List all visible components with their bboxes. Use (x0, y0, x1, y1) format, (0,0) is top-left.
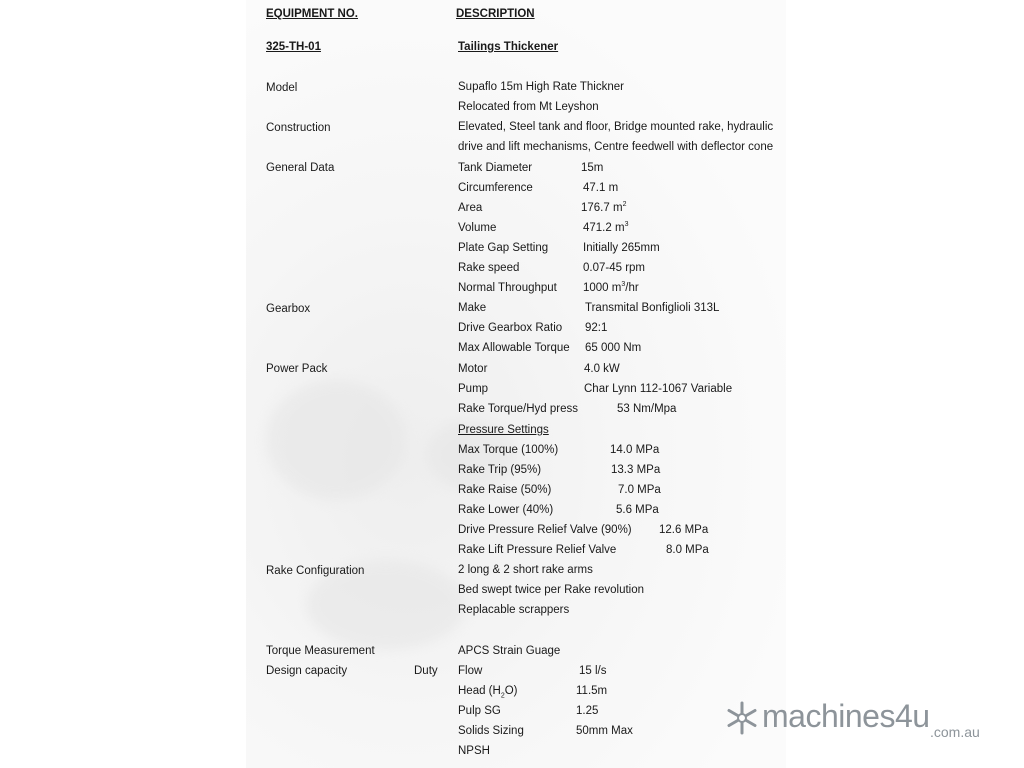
rake-lower-value: 5.6 MPa (616, 504, 659, 516)
logo-wordmark: machines4u (762, 698, 930, 734)
rake-trip-label: Rake Trip (95%) (458, 464, 542, 476)
gearbox-make-label: Make (458, 302, 487, 314)
section-general-data: General Data (266, 162, 335, 174)
rake-lower-label: Rake Lower (40%) (458, 504, 554, 516)
model-line-1: Supaflo 15m High Rate Thickner (458, 81, 624, 93)
circumference-value: 47.1 m (583, 182, 619, 194)
flow-value: 15 l/s (579, 665, 607, 677)
drive-relief-label: Drive Pressure Relief Valve (90%) (458, 524, 632, 536)
throughput-value: 1000 $m^3/hr$ (583, 281, 639, 294)
plate-gap-value: Initially 265mm (583, 242, 660, 254)
model-line-2: Relocated from Mt Leyshon (458, 101, 599, 113)
section-design-capacity: Design capacity (266, 665, 348, 677)
gearbox-ratio-value: 92:1 (585, 322, 608, 334)
pulp-sg-value: 1.25 (576, 705, 599, 717)
motor-value: 4.0 kW (584, 363, 620, 375)
rake-torque-value: 53 Nm/Mpa (617, 403, 677, 415)
construction-line-1: Elevated, Steel tank and floor, Bridge mounted rake, hydraulic (458, 121, 774, 133)
section-power-pack: Power Pack (266, 363, 328, 375)
npsh-label: NPSH (458, 745, 490, 757)
rake-config-line-3: Replacable scrappers (458, 604, 570, 616)
equipment-name: Tailings Thickener (458, 41, 559, 53)
torque-measurement-value: APCS Strain Guage (458, 645, 561, 657)
pump-value: Char Lynn 112-1067 Variable (584, 383, 733, 395)
snowflake-logo-icon (724, 700, 760, 736)
head-label: Head $(H_2O)$ (458, 685, 518, 700)
gearbox-torque-value: 65 000 Nm (585, 342, 642, 354)
area-value: 176.7 $m^2$ (581, 201, 627, 214)
tank-diameter-label: Tank Diameter (458, 162, 533, 174)
rake-config-line-1: 2 long & 2 short rake arms (458, 564, 593, 576)
rake-raise-label: Rake Raise (50%) (458, 484, 552, 496)
description-header: DESCRIPTION (456, 8, 535, 20)
rake-speed-value: 0.07-45 rpm (583, 262, 646, 274)
pressure-settings-heading: Pressure Settings (458, 424, 549, 436)
logo-domain: .com.au (930, 724, 980, 740)
section-rake-configuration: Rake Configuration (266, 565, 365, 577)
section-gearbox: Gearbox (266, 303, 311, 315)
head-value: 11.5m (576, 685, 608, 697)
pump-label: Pump (458, 383, 489, 395)
max-torque-value: 14.0 MPa (610, 444, 660, 456)
rake-raise-value: 7.0 MPa (618, 484, 661, 496)
area-label: Area (458, 202, 483, 214)
section-torque-measurement: Torque Measurement (266, 645, 375, 657)
tank-diameter-value: 15m (581, 162, 604, 174)
rake-config-line-2: Bed swept twice per Rake revolution (458, 584, 645, 596)
duty-label: Duty (414, 665, 438, 677)
solids-sizing-label: Solids Sizing (458, 725, 524, 737)
max-torque-label: Max Torque (100%) (458, 444, 559, 456)
rake-speed-label: Rake speed (458, 262, 520, 274)
machines4u-logo (722, 698, 992, 748)
gearbox-torque-label: Max Allowable Torque (458, 342, 570, 354)
lift-relief-value: 8.0 MPa (666, 544, 709, 556)
rake-trip-value: 13.3 MPa (611, 464, 661, 476)
equipment-no-header: EQUIPMENT NO. (266, 8, 359, 20)
flow-label: Flow (458, 665, 483, 677)
equipment-number: 325-TH-01 (266, 41, 321, 53)
rake-torque-label: Rake Torque/Hyd press (458, 403, 578, 415)
motor-label: Motor (458, 363, 488, 375)
circumference-label: Circumference (458, 182, 533, 194)
throughput-label: Normal Throughput (458, 282, 557, 294)
volume-label: Volume (458, 222, 497, 234)
pulp-sg-label: Pulp SG (458, 705, 501, 717)
gearbox-ratio-label: Drive Gearbox Ratio (458, 322, 563, 334)
lift-relief-label: Rake Lift Pressure Relief Valve (458, 544, 617, 556)
solids-sizing-value: 50mm Max (576, 725, 633, 737)
section-model: Model (266, 82, 298, 94)
plate-gap-label: Plate Gap Setting (458, 242, 549, 254)
volume-value: 471.2 $m^3$ (583, 221, 629, 234)
gearbox-make-value: Transmital Bonfiglioli 313L (585, 302, 720, 314)
construction-line-2: drive and lift mechanisms, Centre feedwell with deflector cone (458, 141, 774, 153)
drive-relief-value: 12.6 MPa (659, 524, 709, 536)
section-construction: Construction (266, 122, 331, 134)
